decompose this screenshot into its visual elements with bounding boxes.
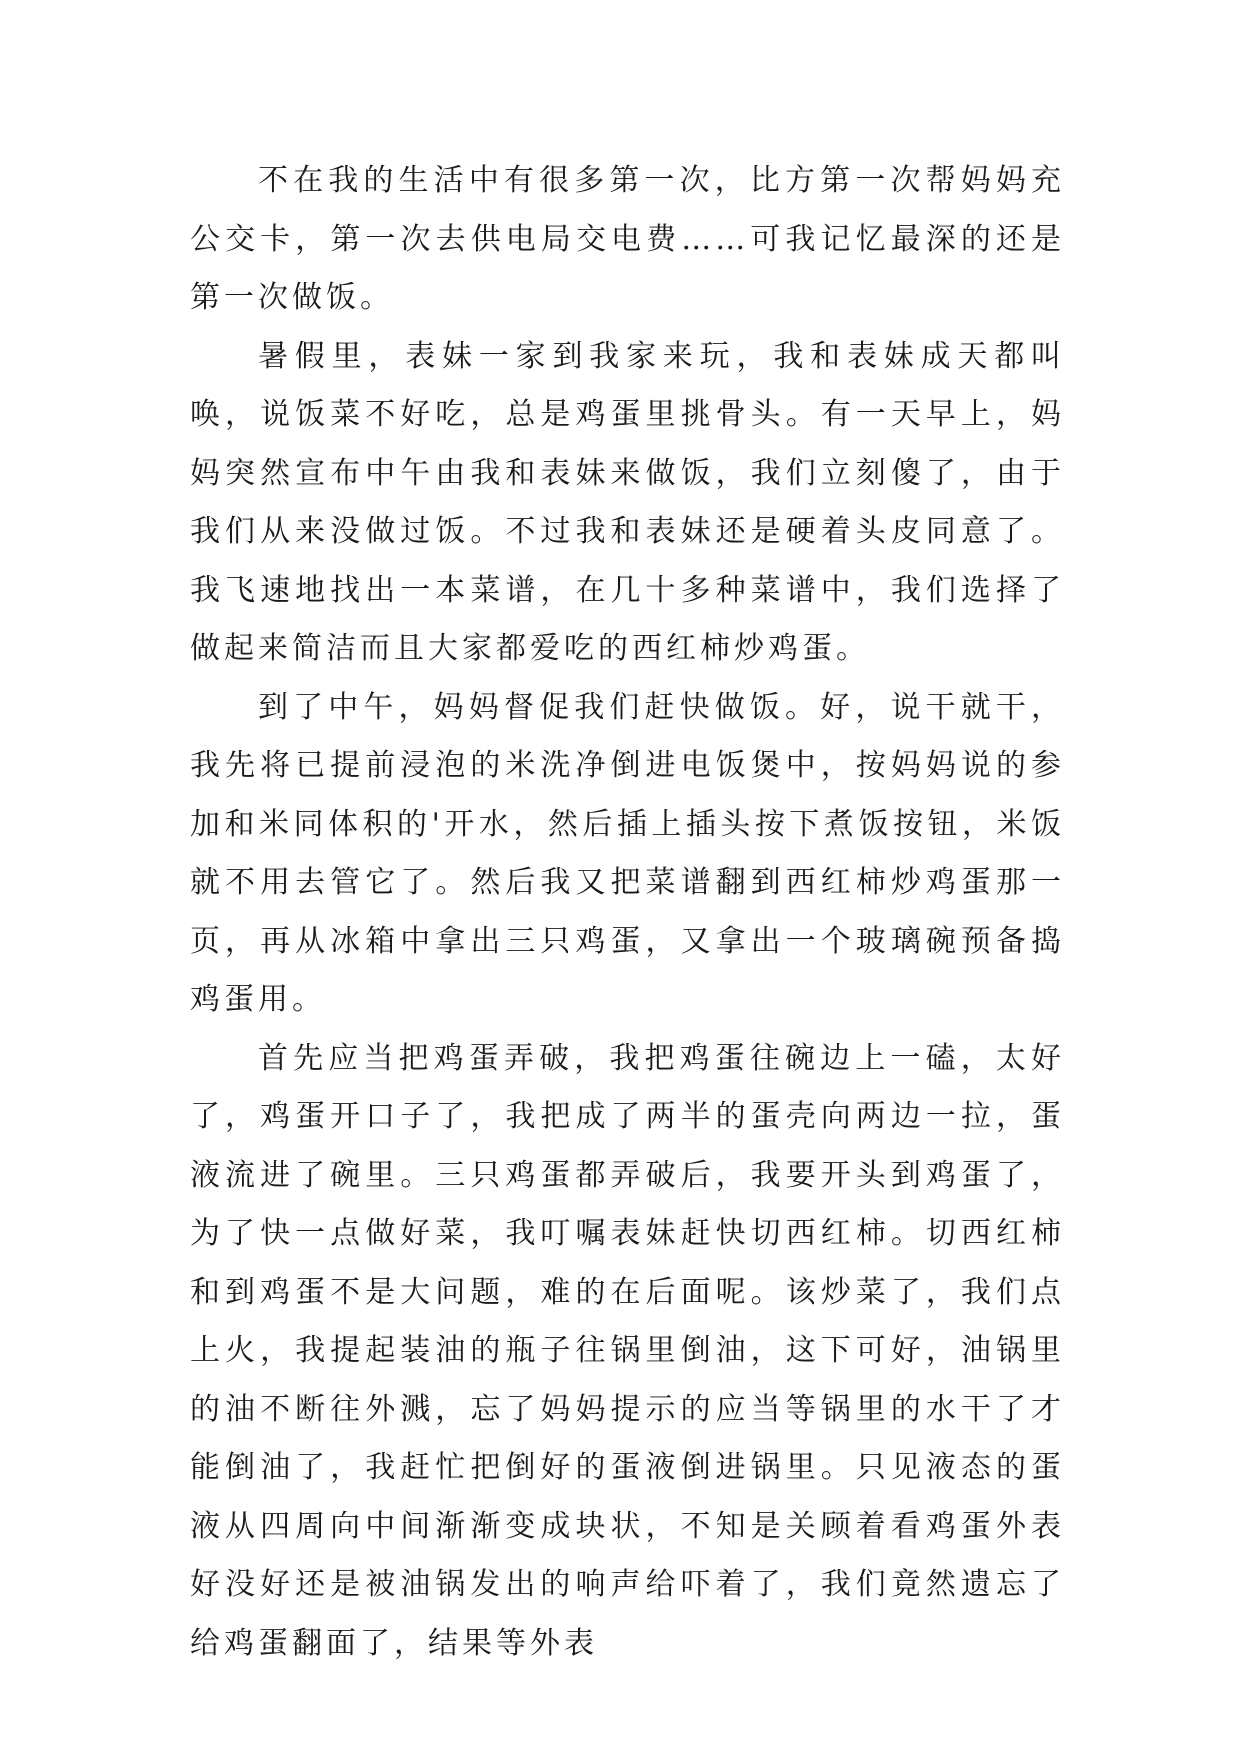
- paragraph-3: 到了中午，妈妈督促我们赶快做饭。好，说干就干，我先将已提前浸泡的米洗净倒进电饭煲中，按妈妈说的参加和米同体积的'开水，然后插上插头按下煮饭按钮，米饭就不用去管它了。然后我又把菜谱翻到西红柿炒鸡蛋那一页，再从冰箱中拿出三只鸡蛋，又拿出一个玻璃碗预备捣鸡蛋用。: [190, 689, 1065, 1017]
- paragraph-4: 首先应当把鸡蛋弄破，我把鸡蛋往碗边上一磕，太好了，鸡蛋开口子了，我把成了两半的蛋壳向两边一拉，蛋液流进了碗里。三只鸡蛋都弄破后，我要开头到鸡蛋了，为了快一点做好菜，我叮嘱表妹赶快切西红柿。切西红柿和到鸡蛋不是大问题，难的在后面呢。该炒菜了，我们点上火，我提起装油的瓶子往锅里倒油，这下可好，油锅里的油不断往外溅，忘了妈妈提示的应当等锅里的水干了才能倒油了，我赶忙把倒好的蛋液倒进锅里。只见液态的蛋液从四周向中间渐渐变成块状，不知是关顾着看鸡蛋外表好没好还是被油锅发出的响声给吓着了，我们竟然遗忘了给鸡蛋翻面了，结果等外表: [190, 1040, 1065, 1661]
- paragraph-2: 暑假里，表妹一家到我家来玩，我和表妹成天都叫唤，说饭菜不好吃，总是鸡蛋里挑骨头。有一天早上，妈妈突然宣布中午由我和表妹来做饭，我们立刻傻了，由于我们从来没做过饭。不过我和表妹还是硬着头皮同意了。我飞速地找出一本菜谱，在几十多种菜谱中，我们选择了做起来简洁而且大家都爱吃的西红柿炒鸡蛋。: [190, 338, 1065, 666]
- document-body: [190, 152, 1065, 1673]
- paragraph-1: 不在我的生活中有很多第一次，比方第一次帮妈妈充公交卡，第一次去供电局交电费……可我记忆最深的还是第一次做饭。: [190, 163, 1065, 315]
